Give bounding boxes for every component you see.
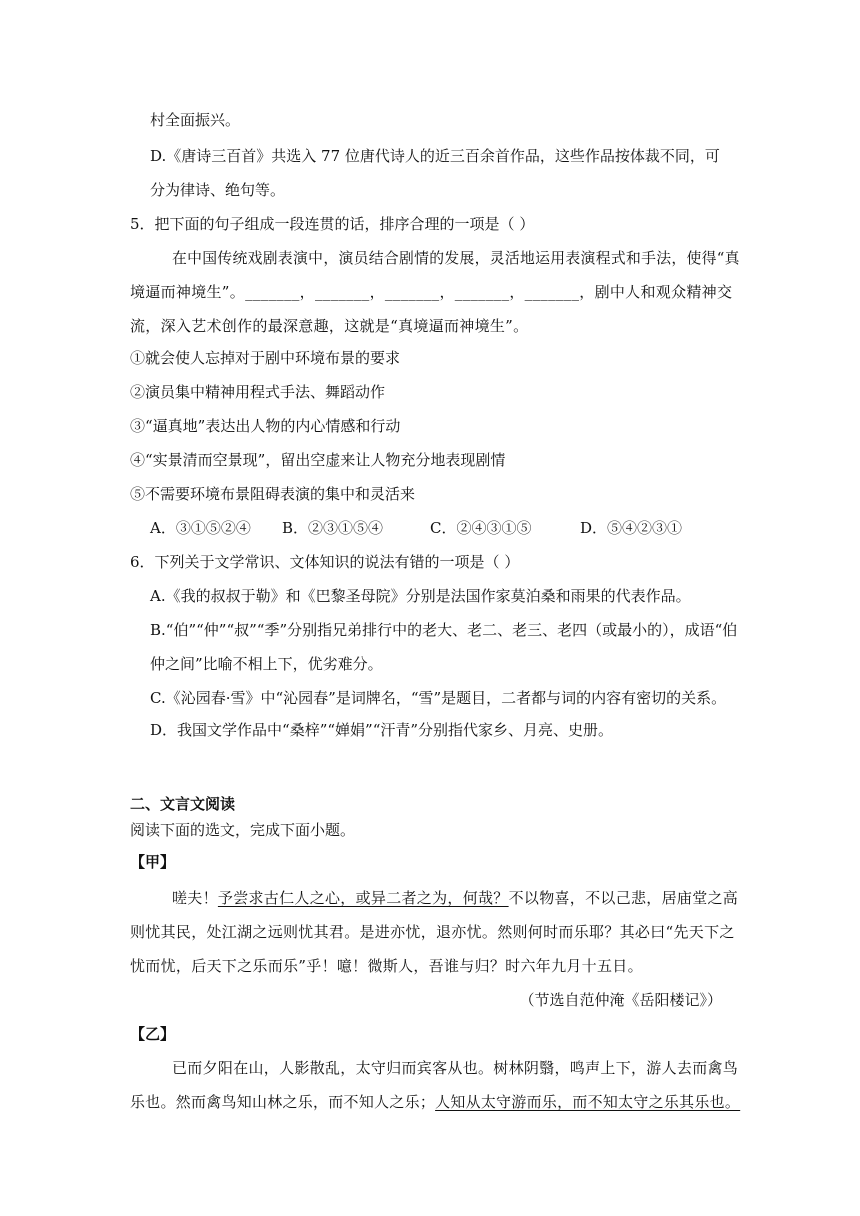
q5-option-d: D．⑤④②③① [580,519,683,537]
yi-line2-pre: 乐也。然而禽鸟知山林之乐，而不知人之乐； [130,1093,436,1111]
passage-jia-line1 [172,888,738,908]
q6-stem: 6．下列关于文学常识、文体知识的说法有错的一项是（ ） [130,553,520,571]
q5-option-b: B．②③①⑤④ [282,519,384,537]
q5-option-a: A．③①⑤②④ [150,519,251,537]
passage-jia-line2: 则忧其民，处江湖之远则忧其君。是进亦忧，退亦忧。然则何时而乐耶？其必曰“先天下之 [130,923,735,941]
q5-stem: 5．把下面的句子组成一段连贯的话，排序合理的一项是（ ） [130,215,535,233]
q6-option-c: C.《沁园春·雪》中“沁园春”是词牌名，“雪”是题目，二者都与词的内容有密切的关系。 [150,689,727,707]
jia-line1-pre: 嗟夫！ [172,889,218,907]
q5-passage-line2: 境逼而神境生”。_______，_______，_______，_______，_______，剧中人和观众精神交 [130,283,733,301]
q5-item-1: ①就会使人忘掉对于剧中环境布景的要求 [130,349,401,367]
q6-option-a: A.《我的叔叔于勒》和《巴黎圣母院》分别是法国作家莫泊桑和雨果的代表作品。 [150,587,691,605]
q5-item-2: ②演员集中精神用程式手法、舞蹈动作 [130,383,386,401]
passage-yi-line1: 已而夕阳在山，人影散乱，太守归而宾客从也。树林阴翳，鸣声上下，游人去而禽鸟 [172,1059,739,1077]
section-title: 二、文言文阅读 [130,795,236,813]
jia-underlined-sentence: 予尝求古仁人之心，或异二者之为，何哉？ [217,889,509,907]
q6-option-b-line2: 仲之间”比喻不相上下，优劣难分。 [150,655,383,673]
q5-item-4: ④“实景清而空景现”，留出空虚来让人物充分地表现剧情 [130,451,506,469]
q5-item-3: ③“逼真地”表达出人物的内心情感和行动 [130,417,401,435]
passage-yi-label: 【乙】 [130,1025,176,1043]
q5-option-c: C．②④③①⑤ [430,519,532,537]
q5-passage-line3: 流，深入艺术创作的最深意趣，这就是“真境逼而神境生”。 [130,317,529,335]
passage-jia-line3: 忧而忧，后天下之乐而乐”乎！噫！微斯人，吾谁与归？时六年九月十五日。 [130,957,643,975]
jia-line1-post: 不以物喜，不以己悲，居庙堂之高 [508,889,739,907]
q6-option-b-line1: B.“伯”“仲”“叔”“季”分别指兄弟排行中的老大、老二、老三、老四（或最小的），成语“伯 [150,621,738,639]
q4-option-d-line2: 分为律诗、绝句等。 [150,181,286,199]
passage-yi-line2 [130,1092,740,1112]
q6-option-d: D．我国文学作品中“桑梓”“婵娟”“汗青”分别指代家乡、月亮、史册。 [150,721,614,739]
q5-passage-line1: 在中国传统戏剧表演中，演员结合剧情的发展，灵活地运用表演程式和手法，使得“真 [172,249,740,267]
yi-underlined-sentence: 人知从太守游而乐，而不知太守之乐其乐也。 [435,1093,741,1111]
q4-continuation-line: 村全面振兴。 [150,111,241,129]
passage-jia-label: 【甲】 [130,853,176,871]
section-instruction: 阅读下面的选文，完成下面小题。 [130,821,356,839]
q4-option-d-line1: D.《唐诗三百首》共选入 77 位唐代诗人的近三百余首作品，这些作品按体裁不同，可 [150,147,720,165]
q5-item-5: ⑤不需要环境布景阻碍表演的集中和灵活来 [130,485,416,503]
passage-jia-source: （节选自范仲淹《岳阳楼记》） [519,991,722,1009]
